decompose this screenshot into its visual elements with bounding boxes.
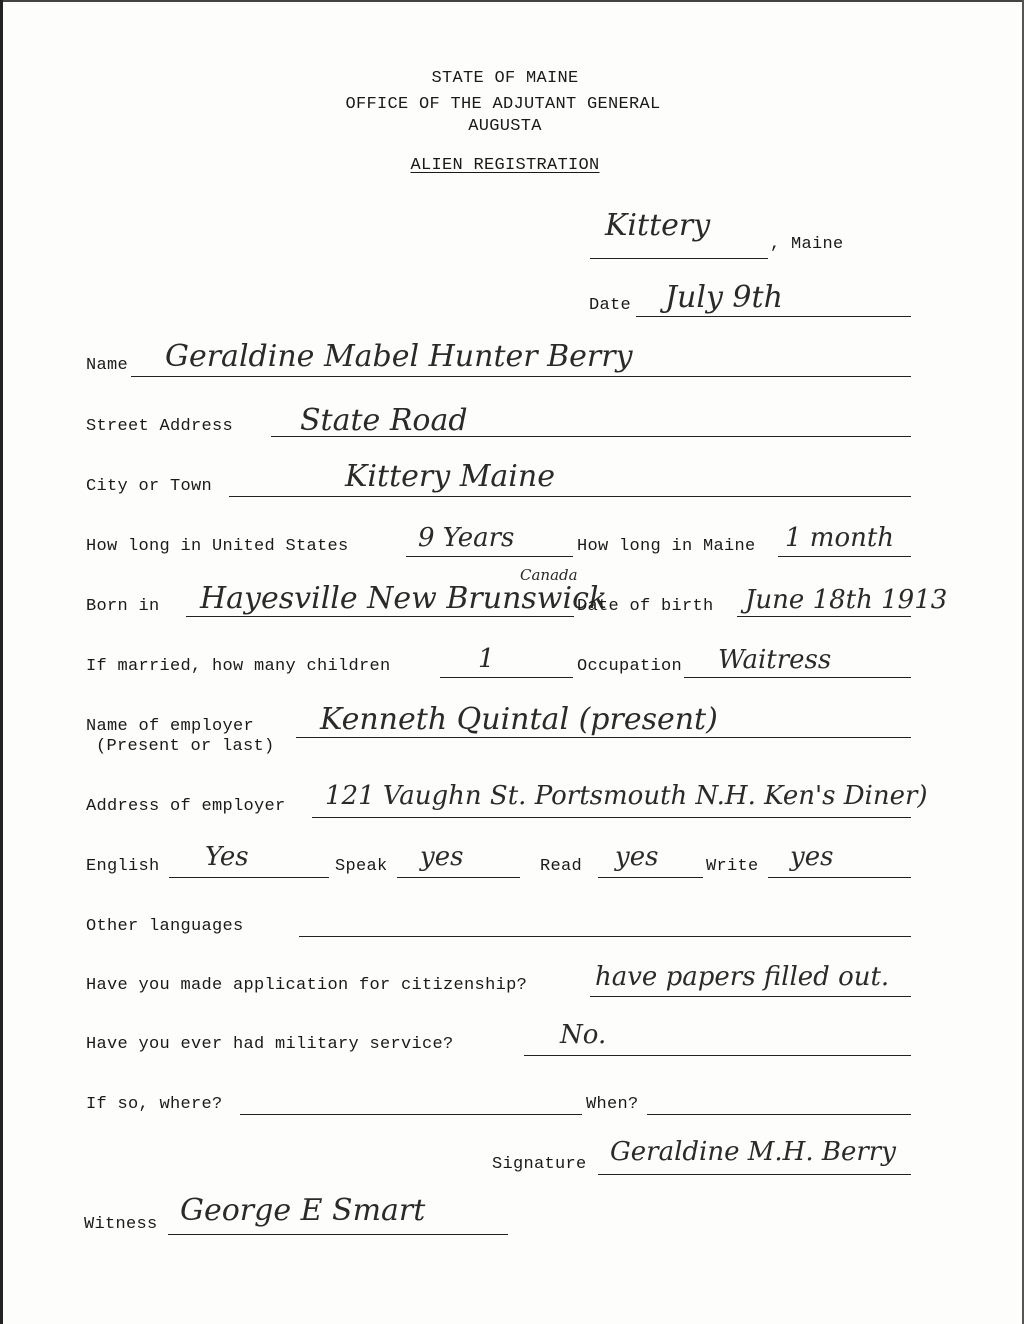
street-line <box>271 436 911 437</box>
english-value: Yes <box>205 842 249 872</box>
citizenship-line <box>590 996 911 997</box>
speak-value: yes <box>420 842 464 872</box>
name-label: Name <box>86 356 129 375</box>
write-value: yes <box>790 842 834 872</box>
speak-label: Speak <box>335 857 388 876</box>
signature-label: Signature <box>492 1155 587 1174</box>
employer-sublabel: (Present or last) <box>96 737 275 756</box>
name-value: Geraldine Mabel Hunter Berry <box>165 339 633 374</box>
born-line <box>186 616 574 617</box>
employer-address-value: 121 Vaughn St. Portsmouth N.H. Ken's Diner) <box>325 781 928 811</box>
witness-value: George E Smart <box>180 1193 426 1228</box>
where-label: If so, where? <box>86 1095 223 1114</box>
employer-address-line <box>312 817 911 818</box>
header-state: STATE OF MAINE <box>431 69 579 88</box>
dob-line <box>737 616 911 617</box>
born-value: Hayesville New Brunswick <box>200 581 608 616</box>
occupation-line <box>684 677 911 678</box>
children-value: 1 <box>478 644 495 674</box>
page-edge-top <box>0 0 1024 2</box>
date-label: Date <box>589 296 632 315</box>
read-line <box>598 877 703 878</box>
page-edge-left <box>0 0 3 1324</box>
employer-address-label: Address of employer <box>86 797 286 816</box>
town-suffix: , Maine <box>770 235 844 254</box>
english-line <box>169 877 329 878</box>
signature-value: Geraldine M.H. Berry <box>610 1137 896 1167</box>
employer-label: Name of employer <box>86 717 255 736</box>
us-duration-line <box>406 556 573 557</box>
children-line <box>440 677 573 678</box>
date-line <box>636 316 911 317</box>
town-value: Kittery <box>605 208 711 243</box>
dob-value: June 18th 1913 <box>745 585 948 615</box>
write-label: Write <box>706 857 759 876</box>
when-line <box>647 1114 911 1115</box>
born-label: Born in <box>86 597 160 616</box>
witness-line <box>168 1234 508 1235</box>
employer-value: Kenneth Quintal (present) <box>320 702 718 737</box>
maine-duration-line <box>778 556 911 557</box>
street-label: Street Address <box>86 417 234 436</box>
other-languages-label: Other languages <box>86 917 244 936</box>
citizenship-value: have papers filled out. <box>595 962 890 992</box>
occupation-label: Occupation <box>577 657 683 676</box>
header-office: OFFICE OF THE ADJUTANT GENERAL <box>345 95 661 114</box>
street-value: State Road <box>300 403 468 438</box>
when-label: When? <box>586 1095 639 1114</box>
city-label: City or Town <box>86 477 213 496</box>
born-note: Canada <box>520 566 578 584</box>
speak-line <box>397 877 520 878</box>
read-value: yes <box>615 842 659 872</box>
military-label: Have you ever had military service? <box>86 1035 454 1054</box>
town-line <box>590 258 768 259</box>
city-line <box>229 496 911 497</box>
write-line <box>768 877 911 878</box>
city-value: Kittery Maine <box>345 459 555 494</box>
witness-label: Witness <box>84 1215 158 1234</box>
read-label: Read <box>540 857 583 876</box>
signature-line <box>598 1174 911 1175</box>
us-duration-label: How long in United States <box>86 537 349 556</box>
date-value: July 9th <box>665 280 783 315</box>
children-label: If married, how many children <box>86 657 391 676</box>
maine-duration-value: 1 month <box>785 523 895 553</box>
where-line <box>240 1114 582 1115</box>
maine-duration-label: How long in Maine <box>577 537 756 556</box>
header-city: AUGUSTA <box>468 117 542 136</box>
employer-line <box>296 737 911 738</box>
dob-label: Date of birth <box>577 597 714 616</box>
name-line <box>131 376 911 377</box>
military-line <box>524 1055 911 1056</box>
form-title: ALIEN REGISTRATION <box>410 156 600 175</box>
occupation-value: Waitress <box>718 645 832 675</box>
us-duration-value: 9 Years <box>418 523 515 553</box>
citizenship-label: Have you made application for citizenship? <box>86 976 528 995</box>
other-languages-line <box>299 936 911 937</box>
military-value: No. <box>560 1020 607 1050</box>
english-label: English <box>86 857 160 876</box>
